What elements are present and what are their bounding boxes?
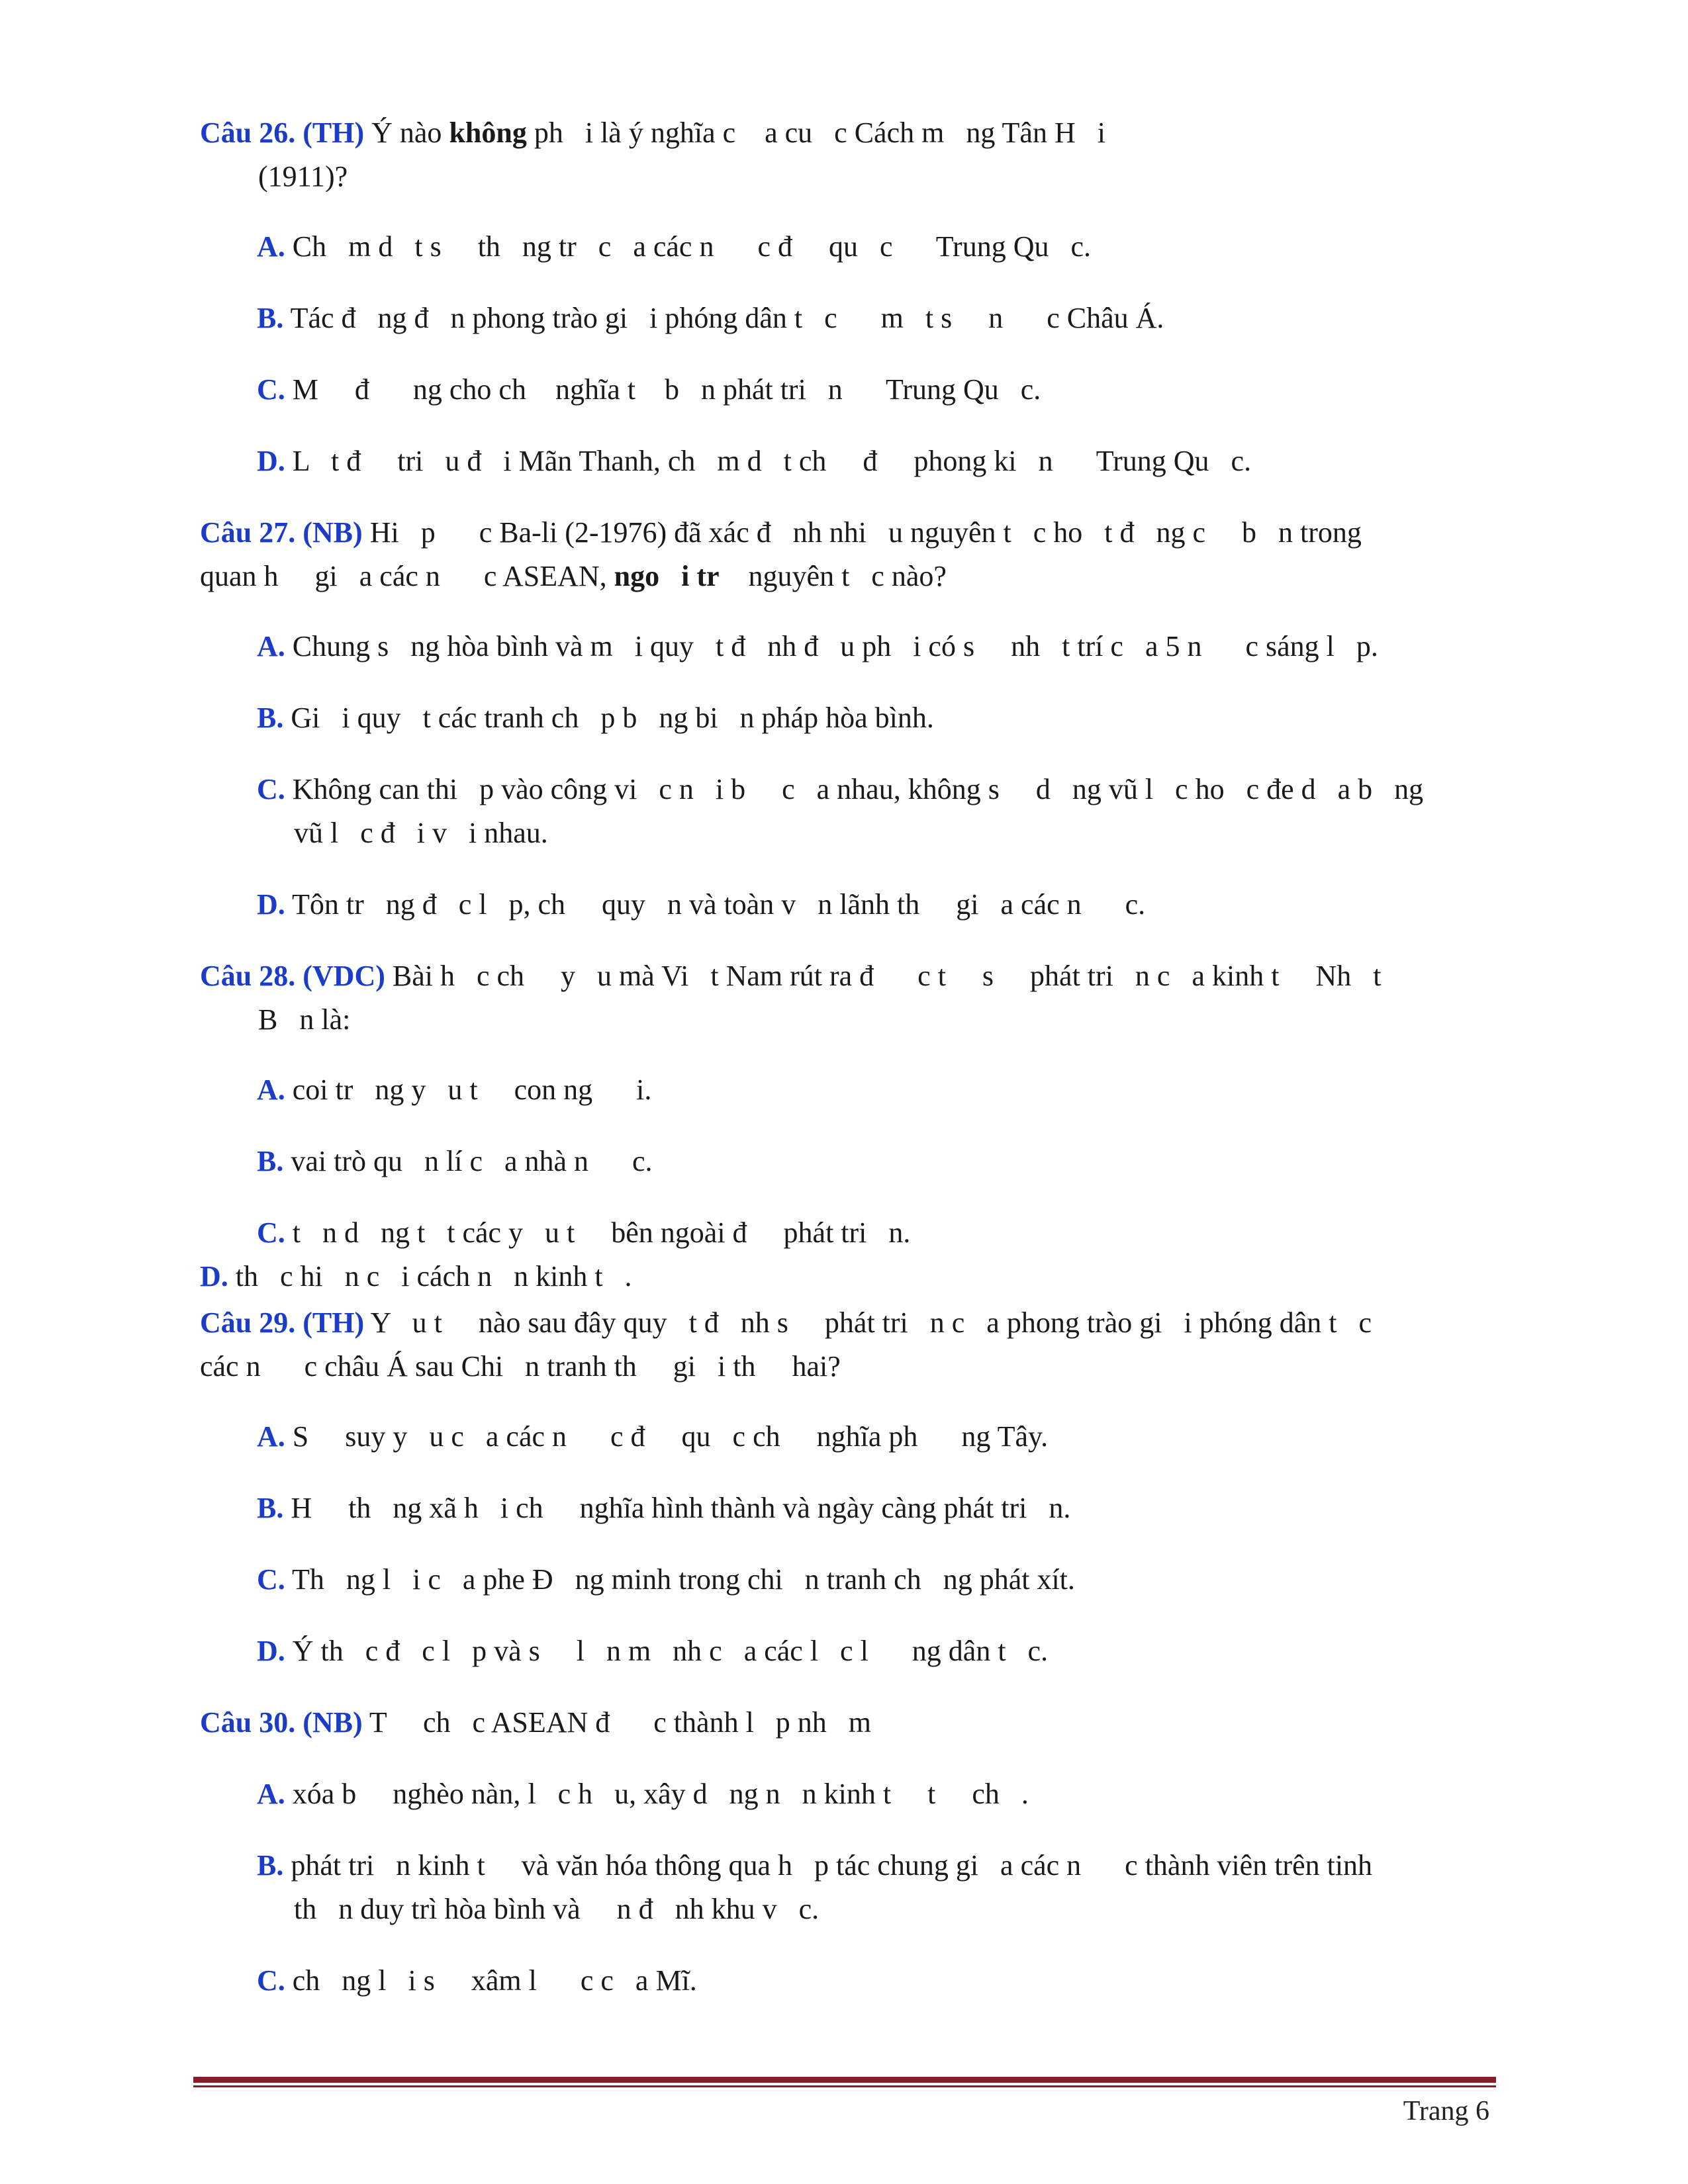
question-stem-line-2: quan h gi a các n c ASEAN, ngo i tr nguyên t c nào? [200, 560, 947, 592]
option-29-a[interactable]: A. S suy y u c a các n c đ qu c ch nghĩa ph ng Tây. [257, 1420, 1049, 1453]
question-stem-continuation: (1911)? [258, 160, 348, 193]
option-30-b[interactable]: B. phát tri n kinh t và văn hóa thông qua h p tác chung gi a các n c thành viên trên tinh th n duy trì hòa bình và n đ nh khu v c. [257, 1849, 1373, 1925]
footer-rule [193, 2077, 1496, 2083]
option-28-c[interactable]: C. t n d ng t t các y u t bên ngoài đ phát tri n. [257, 1216, 911, 1249]
question-stem-continuation: B n là: [258, 1003, 351, 1036]
option-27-d[interactable]: D. Tôn tr ng đ c l p, ch quy n và toàn v n lãnh th gi a các n c. [257, 888, 1146, 921]
question-28 [200, 954, 1497, 1042]
question-stem: Câu 28. (VDC) Bài h c ch y u mà Vi t Nam rút ra đ c t s phát tri n c a kinh t Nh t [200, 960, 1382, 992]
question-label: Câu 29. (TH) [200, 1306, 365, 1339]
option-27-a[interactable]: A. Chung s ng hòa bình và m i quy t đ nh đ u ph i có s nh t trí c a 5 n c sáng l p. [257, 630, 1378, 662]
page-number: Trang 6 [1403, 2096, 1489, 2126]
question-stem: Câu 26. (TH) Ý nào không ph i là ý nghĩa c a cu c Cách m ng Tân H i [200, 116, 1105, 149]
question-30 [200, 1701, 1497, 1745]
question-27 [200, 511, 1497, 598]
option-27-b[interactable]: B. Gi i quy t các tranh ch p b ng bi n pháp hòa bình. [257, 702, 934, 734]
option-29-b[interactable]: B. H th ng xã h i ch nghĩa hình thành và ngày càng phát tri n. [257, 1492, 1071, 1524]
option-30-c[interactable]: C. ch ng l i s xâm l c c a Mĩ. [257, 1964, 697, 1997]
question-stem-line-2: các n c châu Á sau Chi n tranh th gi i th hai? [200, 1350, 841, 1383]
question-label: Câu 26. (TH) [200, 116, 365, 149]
option-28-a[interactable]: A. coi tr ng y u t con ng i. [257, 1073, 652, 1106]
question-29 [200, 1301, 1497, 1388]
question-stem: Câu 27. (NB) Hi p c Ba-li (2-1976) đã xác đ nh nhi u nguyên t c ho t đ ng c b n trong [200, 516, 1362, 549]
option-29-d[interactable]: D. Ý th c đ c l p và s l n m nh c a các l c l ng dân t c. [257, 1635, 1049, 1667]
option-28-d[interactable]: D. th c hi n c i cách n n kinh t . [200, 1260, 632, 1293]
option-30-a[interactable]: A. xóa b nghèo nàn, l c h u, xây d ng n n kinh t t ch . [257, 1778, 1029, 1810]
question-label: Câu 27. (NB) [200, 516, 363, 549]
question-label: Câu 28. (VDC) [200, 960, 385, 992]
question-stem: Câu 30. (NB) T ch c ASEAN đ c thành l p nh m [200, 1706, 872, 1739]
option-26-c[interactable]: C. M đ ng cho ch nghĩa t b n phát tri n Trung Qu c. [257, 373, 1041, 406]
option-29-c[interactable]: C. Th ng l i c a phe Đ ng minh trong chi n tranh ch ng phát xít. [257, 1563, 1075, 1596]
option-26-b[interactable]: B. Tác đ ng đ n phong trào gi i phóng dân t c m t s n c Châu Á. [257, 302, 1164, 334]
question-label: Câu 30. (NB) [200, 1706, 363, 1739]
question-stem: Câu 29. (TH) Y u t nào sau đây quy t đ nh s phát tri n c a phong trào gi i phóng dân t c [200, 1306, 1372, 1339]
option-28-b[interactable]: B. vai trò qu n lí c a nhà n c. [257, 1145, 653, 1177]
question-26 [200, 111, 1497, 199]
footer-rule-thin [193, 2085, 1496, 2087]
option-27-c[interactable]: C. Không can thi p vào công vi c n i b c a nhau, không s d ng vũ l c ho c đe d a b ng vũ l c đ i v i nhau. [257, 773, 1424, 849]
option-26-a[interactable]: A. Ch m d t s th ng tr c a các n c đ qu c Trung Qu c. [257, 230, 1091, 263]
option-26-d[interactable]: D. L t đ tri u đ i Mãn Thanh, ch m d t ch đ phong ki n Trung Qu c. [257, 445, 1252, 477]
